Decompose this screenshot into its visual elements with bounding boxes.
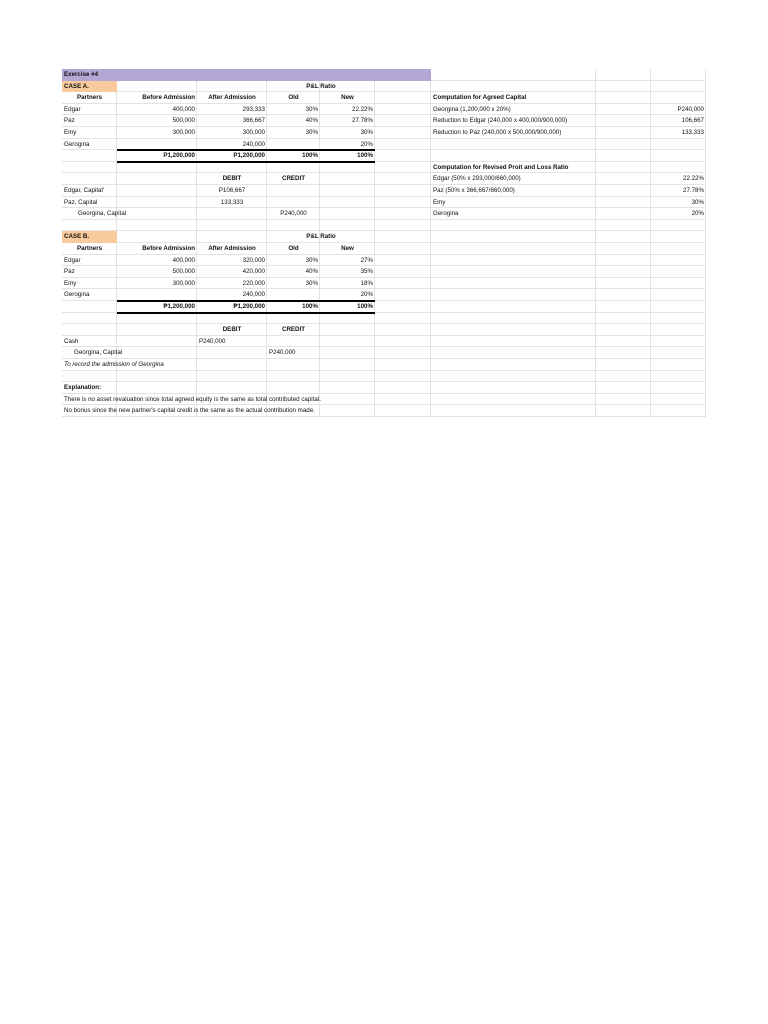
grid-cell[interactable]: [320, 313, 375, 325]
grid-cell[interactable]: [596, 150, 651, 162]
partner-name: Gerogina: [64, 291, 90, 299]
grid-cell[interactable]: [375, 139, 431, 151]
grid-cell[interactable]: [596, 336, 651, 348]
before-admission: 400,000: [172, 105, 195, 113]
grid-cell[interactable]: [267, 313, 320, 325]
grid-cell[interactable]: [197, 313, 267, 325]
before-admission: P1,200,000: [163, 152, 195, 160]
computation-label: Emy: [433, 198, 446, 206]
grid-cell[interactable]: [117, 185, 197, 197]
grid-cell[interactable]: [596, 243, 651, 255]
grid-cell[interactable]: [651, 231, 706, 243]
sheet-row: [62, 127, 706, 139]
old-ratio: 100%: [302, 303, 318, 310]
grid-cell[interactable]: [117, 220, 197, 232]
grid-cell[interactable]: [117, 382, 197, 394]
after-admission: 300,000: [242, 129, 265, 136]
grid-cell[interactable]: [651, 255, 706, 267]
grid-cell[interactable]: [431, 69, 596, 81]
grid-cell[interactable]: [431, 278, 596, 290]
partner-name: Gerogina: [64, 140, 90, 148]
computation-value: 133,333: [681, 129, 704, 136]
grid-cell[interactable]: [375, 92, 431, 104]
grid-cell[interactable]: [117, 173, 197, 185]
old-ratio: 30%: [305, 129, 318, 136]
computation-title: Computation for Agreed Capital: [433, 94, 527, 102]
grid-cell[interactable]: [431, 231, 596, 243]
sheet-row: [62, 243, 706, 255]
new-ratio: 35%: [360, 268, 373, 276]
journal-account-indented: Georgina, Capital: [78, 210, 127, 218]
grid-cell[interactable]: [651, 69, 706, 81]
grid-cell[interactable]: [117, 197, 197, 209]
grid-cell[interactable]: [197, 382, 267, 394]
old-ratio: 40%: [305, 268, 318, 276]
journal-account: Edgar, Capital': [64, 187, 105, 194]
sheet-row: [62, 371, 706, 383]
after-admission: 220,000: [242, 279, 265, 287]
grid-cell[interactable]: [117, 371, 197, 383]
computation-value: 106,667: [681, 117, 704, 125]
grid-cell[interactable]: [375, 255, 431, 267]
computation-label: Paz (50% x 366,667/660,000): [433, 187, 515, 194]
grid-cell[interactable]: [596, 69, 651, 81]
grid-cell[interactable]: [651, 289, 706, 301]
grid-cell[interactable]: [375, 185, 431, 197]
computation-label: Reduction to Paz (240,000 x 500,000/900,000): [433, 129, 562, 136]
after-admission: 320,000: [242, 256, 265, 264]
grid-cell[interactable]: [197, 347, 267, 359]
partner-name: Emy: [64, 279, 77, 287]
sheet-row: [62, 359, 706, 371]
grid-cell[interactable]: [431, 347, 596, 359]
partner-name: Emy: [64, 129, 77, 136]
grid-cell[interactable]: [596, 301, 651, 313]
grid-cell[interactable]: [431, 382, 596, 394]
grid-cell[interactable]: [197, 81, 267, 93]
grid-cell[interactable]: [267, 359, 320, 371]
grid-cell[interactable]: [596, 162, 651, 174]
grid-cell[interactable]: [596, 313, 651, 325]
after-admission: 240,000: [242, 291, 265, 299]
partner-name: [62, 301, 117, 313]
grid-cell[interactable]: [596, 278, 651, 290]
grid-cell[interactable]: [431, 266, 596, 278]
grid-cell[interactable]: [320, 220, 375, 232]
case-a-label: CASE A.: [62, 81, 117, 93]
total-rule: [117, 149, 375, 151]
grid-cell[interactable]: [651, 243, 706, 255]
grid-cell[interactable]: [431, 371, 596, 383]
grid-cell[interactable]: [117, 336, 197, 348]
sheet-row: [62, 255, 706, 267]
partner-name: Paz: [64, 268, 75, 276]
grid-cell[interactable]: [267, 185, 320, 197]
computation-value: 30%: [691, 198, 704, 206]
grid-cell[interactable]: [267, 162, 320, 174]
before-admission: 300,000: [172, 279, 195, 287]
partner-name: Paz: [64, 117, 75, 125]
grid-cell[interactable]: [62, 173, 117, 185]
sheet-row: [62, 231, 706, 243]
grid-cell[interactable]: [375, 104, 431, 116]
grid-cell[interactable]: [651, 266, 706, 278]
grid-cell[interactable]: [375, 162, 431, 174]
before-admission: 500,000: [172, 268, 195, 276]
grid-cell[interactable]: [431, 289, 596, 301]
grid-cell[interactable]: [320, 324, 375, 336]
grid-cell[interactable]: [596, 127, 651, 139]
computation-value: 20%: [691, 210, 704, 218]
grid-cell[interactable]: [320, 162, 375, 174]
grid-cell[interactable]: [651, 162, 706, 174]
grid-cell[interactable]: [375, 127, 431, 139]
title-fill: [117, 69, 431, 81]
grid-cell[interactable]: [375, 197, 431, 209]
grid-cell[interactable]: [375, 243, 431, 255]
grid-cell[interactable]: [596, 173, 651, 185]
grid-cell[interactable]: [117, 81, 197, 93]
after-admission: P1,200,000: [233, 152, 265, 160]
grid-cell[interactable]: [320, 208, 375, 220]
grid-cell[interactable]: [596, 104, 651, 116]
grid-cell[interactable]: [62, 162, 117, 174]
grid-cell[interactable]: [375, 313, 431, 325]
grid-cell[interactable]: [651, 301, 706, 313]
grid-cell[interactable]: [375, 81, 431, 93]
grid-cell[interactable]: [651, 347, 706, 359]
grid-cell[interactable]: [431, 220, 596, 232]
journal-note: To record the admission of Georgina: [64, 361, 164, 368]
debit-header: DEBIT: [222, 326, 242, 334]
grid-cell[interactable]: [375, 115, 431, 127]
sheet-row: [62, 185, 706, 197]
new-ratio: 27.78%: [352, 117, 373, 125]
grid-cell[interactable]: [651, 150, 706, 162]
col-header: Before Admission: [142, 245, 195, 252]
before-admission: 500,000: [172, 117, 195, 125]
case-b-label: CASE B.: [62, 231, 117, 243]
debit-header: DEBIT: [222, 175, 242, 183]
grid-cell[interactable]: [320, 382, 375, 394]
grid-cell[interactable]: [431, 139, 596, 151]
grid-cell[interactable]: [320, 185, 375, 197]
grid-cell[interactable]: [375, 371, 431, 383]
grid-cell[interactable]: [197, 162, 267, 174]
explanation-line: No bonus since the new partner's capital credit is the same as the actual contribution made.: [64, 407, 315, 415]
grid-cell[interactable]: [596, 92, 651, 104]
col-header: New: [341, 94, 354, 102]
computation-title: Computation for Revised Proit and Loss Ratio: [433, 163, 569, 171]
old-ratio: 30%: [305, 256, 318, 264]
exercise-title: Exercise #4: [62, 69, 117, 81]
grid-cell[interactable]: [375, 382, 431, 394]
grid-cell[interactable]: [651, 336, 706, 348]
col-header: New: [341, 245, 354, 252]
grid-cell[interactable]: [431, 255, 596, 267]
sheet-row: [62, 394, 706, 406]
pl-ratio-header: P&L Ratio: [306, 233, 336, 241]
partner-name: Edgar: [64, 105, 81, 113]
grid-cell[interactable]: [431, 394, 596, 406]
grid-cell[interactable]: [267, 382, 320, 394]
sheet-row: [62, 104, 706, 116]
grid-cell[interactable]: [320, 371, 375, 383]
grid-cell[interactable]: [197, 208, 267, 220]
grid-cell[interactable]: [117, 231, 197, 243]
sheet-row: [62, 115, 706, 127]
pl-ratio-header: P&L Ratio: [306, 82, 336, 90]
col-header: Old: [288, 245, 299, 252]
sheet-row: [62, 208, 706, 220]
col-header: After Admission: [208, 245, 256, 252]
total-rule: [117, 161, 375, 163]
credit-header: CREDIT: [281, 326, 306, 334]
old-ratio: 40%: [305, 117, 318, 125]
grid-cell[interactable]: [431, 405, 596, 417]
computation-label: Gerogina: [433, 210, 459, 218]
col-header: Old: [288, 94, 299, 102]
col-header: After Admission: [208, 94, 256, 102]
sheet-row: [62, 69, 706, 81]
old-ratio: 30%: [305, 279, 318, 287]
sheet-row: [62, 220, 706, 232]
sheet-row: [62, 266, 706, 278]
grid-cell[interactable]: [431, 81, 596, 93]
grid-cell[interactable]: [596, 266, 651, 278]
grid-cell[interactable]: [596, 289, 651, 301]
old-ratio: 100%: [302, 152, 318, 160]
grid-cell[interactable]: [197, 220, 267, 232]
grid-cell[interactable]: [197, 371, 267, 383]
grid-cell[interactable]: [596, 382, 651, 394]
before-admission: ₱1,200,000: [163, 303, 195, 310]
grid-cell[interactable]: [267, 371, 320, 383]
sheet-row: [62, 382, 706, 394]
grid-cell[interactable]: [596, 324, 651, 336]
before-admission: 400,000: [172, 256, 195, 264]
grid-cell[interactable]: [375, 220, 431, 232]
new-ratio: 30%: [360, 129, 373, 136]
grid-cell[interactable]: [320, 347, 375, 359]
grid-cell[interactable]: [375, 347, 431, 359]
grid-cell[interactable]: [596, 197, 651, 209]
grid-cell[interactable]: [651, 371, 706, 383]
grid-cell[interactable]: [596, 359, 651, 371]
grid-cell[interactable]: [117, 347, 197, 359]
grid-cell[interactable]: [117, 313, 197, 325]
sheet-row: [62, 405, 706, 417]
grid-cell[interactable]: [651, 139, 706, 151]
sheet-row: [62, 313, 706, 325]
grid-cell[interactable]: [651, 313, 706, 325]
grid-cell[interactable]: [117, 208, 197, 220]
grid-cell[interactable]: [596, 208, 651, 220]
grid-cell[interactable]: [431, 324, 596, 336]
journal-credit: P240,000: [280, 210, 307, 218]
journal-debit: 133,333: [220, 198, 244, 206]
grid-cell[interactable]: [62, 324, 117, 336]
partner-name: Edgar: [64, 256, 81, 264]
journal-debit: P106,667: [218, 187, 246, 194]
journal-credit: P240,000: [269, 349, 296, 357]
grid-cell[interactable]: [431, 336, 596, 348]
grid-cell[interactable]: [267, 336, 320, 348]
grid-cell[interactable]: [596, 220, 651, 232]
new-ratio: 100%: [357, 303, 373, 310]
col-header: Before Admission: [142, 94, 195, 102]
new-ratio: 18%: [360, 279, 373, 287]
journal-account-indented: Georgina, Capital: [74, 349, 123, 357]
sheet-row: [62, 92, 706, 104]
grid-cell[interactable]: [197, 231, 267, 243]
grid-cell[interactable]: [596, 394, 651, 406]
grid-cell[interactable]: [596, 255, 651, 267]
computation-label: Reduction to Edgar (240,000 x 400,000/900,000): [433, 117, 568, 125]
grid-cell[interactable]: [431, 150, 596, 162]
journal-debit: P240,000: [199, 337, 226, 345]
sheet-row: [62, 173, 706, 185]
grid-cell[interactable]: [596, 405, 651, 417]
grid-cell[interactable]: [320, 336, 375, 348]
computation-label: Georgina (1,200,000 x 20%): [433, 105, 511, 113]
grid-cell[interactable]: [375, 301, 431, 313]
grid-cell[interactable]: [375, 231, 431, 243]
grid-cell[interactable]: [267, 220, 320, 232]
grid-cell[interactable]: [375, 324, 431, 336]
new-ratio: 22.22%: [352, 105, 373, 113]
grid-cell[interactable]: [375, 173, 431, 185]
sheet-row: [62, 336, 706, 348]
grid-cell[interactable]: [62, 220, 117, 232]
after-admission: 293,333: [242, 105, 265, 113]
sheet-row: [62, 324, 706, 336]
after-admission: 366,667: [242, 117, 265, 125]
sheet-row: [62, 162, 706, 174]
grid-cell[interactable]: [375, 208, 431, 220]
grid-cell[interactable]: [596, 81, 651, 93]
grid-cell[interactable]: [375, 278, 431, 290]
grid-cell[interactable]: [651, 324, 706, 336]
explanation-line: There is no asset revaluation since total agreed equity is the same as total contributed capital.: [64, 395, 321, 403]
grid-cell[interactable]: [651, 394, 706, 406]
grid-cell[interactable]: [596, 185, 651, 197]
grid-cell[interactable]: [62, 313, 117, 325]
partner-name: [62, 150, 117, 162]
computation-value: 22.22%: [683, 175, 704, 183]
grid-cell[interactable]: [375, 150, 431, 162]
grid-cell[interactable]: [375, 336, 431, 348]
grid-cell[interactable]: [651, 405, 706, 417]
grid-cell[interactable]: [117, 324, 197, 336]
sheet-row: [62, 278, 706, 290]
computation-label: Edgar (50% x 293,000/660,000): [433, 175, 521, 183]
after-admission: 420,000: [242, 268, 265, 276]
before-admission: 300,000: [172, 129, 195, 136]
sheet-row: [62, 197, 706, 209]
grid-cell[interactable]: [431, 359, 596, 371]
computation-value: P240,000: [677, 105, 704, 113]
after-admission: ₱1,200,000: [233, 303, 265, 310]
grid-cell[interactable]: [375, 266, 431, 278]
grid-cell[interactable]: [267, 197, 320, 209]
grid-cell[interactable]: [431, 313, 596, 325]
new-ratio: 20%: [360, 140, 373, 148]
journal-account: Paz, Capital: [64, 198, 98, 206]
grid-cell[interactable]: [375, 289, 431, 301]
grid-cell[interactable]: [117, 162, 197, 174]
grid-cell[interactable]: [375, 359, 431, 371]
computation-value: 27.78%: [683, 187, 704, 194]
sheet-row: [62, 81, 706, 93]
journal-account: Cash: [64, 337, 79, 345]
grid-cell[interactable]: [320, 173, 375, 185]
grid-cell[interactable]: [320, 197, 375, 209]
grid-cell[interactable]: [651, 92, 706, 104]
grid-cell[interactable]: [431, 301, 596, 313]
credit-header: CREDIT: [281, 175, 306, 183]
col-header: Partners: [76, 94, 103, 102]
grid-cell[interactable]: [596, 115, 651, 127]
grid-cell[interactable]: [651, 382, 706, 394]
col-header: Partners: [76, 245, 103, 252]
new-ratio: 100%: [357, 152, 373, 160]
grid-cell[interactable]: [596, 139, 651, 151]
after-admission: 240,000: [242, 140, 265, 148]
grid-cell[interactable]: [62, 371, 117, 383]
grid-cell[interactable]: [431, 243, 596, 255]
grid-cell[interactable]: [596, 371, 651, 383]
old-ratio: 30%: [305, 105, 318, 113]
sheet-row: [62, 347, 706, 359]
grid-cell[interactable]: [320, 359, 375, 371]
grid-cell[interactable]: [651, 81, 706, 93]
grid-cell[interactable]: [596, 347, 651, 359]
total-rule: [117, 312, 375, 314]
grid-cell[interactable]: [651, 220, 706, 232]
new-ratio: 27%: [360, 256, 373, 264]
grid-cell[interactable]: [651, 359, 706, 371]
total-rule: [117, 300, 375, 302]
grid-cell[interactable]: [596, 231, 651, 243]
explanation-label: Explanation:: [64, 384, 102, 392]
grid-cell[interactable]: [651, 278, 706, 290]
new-ratio: 20%: [360, 291, 373, 299]
